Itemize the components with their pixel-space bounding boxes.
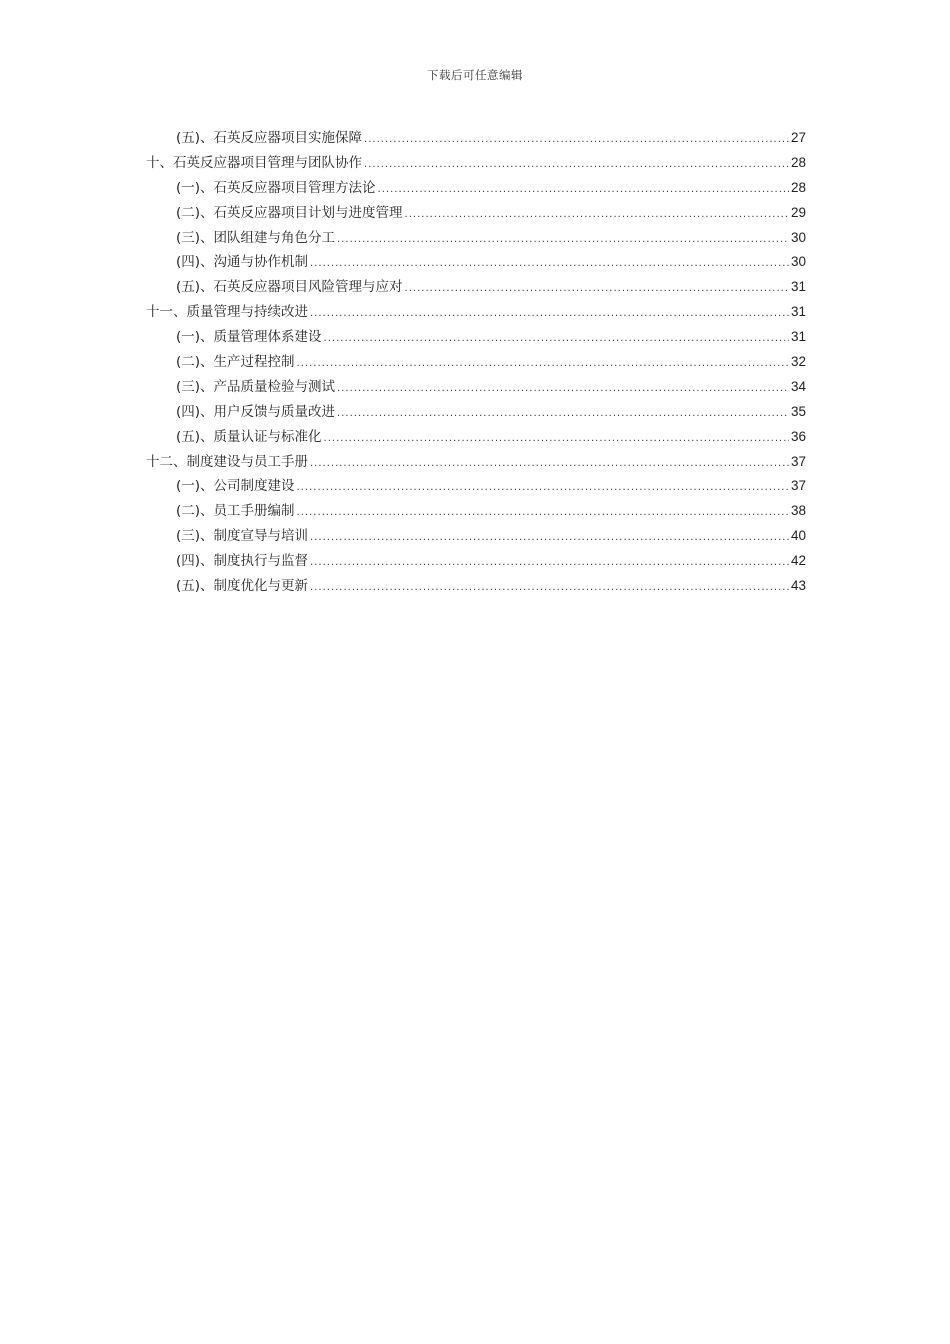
- toc-entry-title: (四)、用户反馈与质量改进: [176, 403, 336, 420]
- toc-entry-page: 38: [790, 503, 806, 519]
- toc-entry[interactable]: [146, 400, 806, 425]
- toc-entry[interactable]: [146, 450, 806, 475]
- table-of-contents: [146, 126, 806, 599]
- toc-entry-page: 37: [790, 453, 806, 469]
- toc-entry-title: 十一、质量管理与持续改进: [146, 304, 308, 321]
- toc-entry-title: (三)、产品质量检验与测试: [176, 378, 336, 395]
- toc-leader-dots: [337, 228, 789, 253]
- toc-entry[interactable]: [146, 325, 806, 350]
- toc-entry[interactable]: [146, 250, 806, 275]
- toc-entry-title: (五)、石英反应器项目实施保障: [176, 130, 363, 146]
- toc-entry[interactable]: [146, 425, 806, 450]
- toc-entry-page: 27: [790, 130, 806, 145]
- toc-entry-page: 34: [790, 378, 806, 394]
- toc-leader-dots: [364, 153, 789, 178]
- toc-entry-page: 43: [790, 578, 806, 594]
- toc-leader-dots: [324, 327, 789, 352]
- toc-leader-dots: [310, 302, 789, 327]
- toc-entry[interactable]: [146, 574, 806, 599]
- toc-entry-page: 42: [790, 553, 806, 569]
- toc-entry-title: (四)、制度执行与监督: [176, 553, 309, 570]
- toc-entry[interactable]: [146, 126, 806, 151]
- toc-leader-dots: [337, 402, 789, 427]
- toc-entry-page: 31: [790, 279, 806, 295]
- toc-entry-title: (三)、制度宣导与培训: [176, 528, 309, 545]
- toc-leader-dots: [324, 427, 789, 452]
- toc-entry-page: 36: [790, 428, 806, 444]
- toc-entry-title: 十二、制度建设与员工手册: [146, 453, 308, 470]
- toc-leader-dots: [310, 252, 789, 277]
- toc-entry-title: (三)、团队组建与角色分工: [176, 229, 336, 246]
- toc-entry[interactable]: [146, 275, 806, 300]
- toc-entry[interactable]: [146, 151, 806, 176]
- toc-entry-title: (一)、石英反应器项目管理方法论: [176, 179, 376, 196]
- toc-leader-dots: [310, 526, 789, 551]
- toc-entry-page: 35: [790, 403, 806, 419]
- toc-leader-dots: [310, 551, 789, 576]
- toc-entry-title: (二)、生产过程控制: [176, 354, 295, 371]
- toc-entry-title: (五)、制度优化与更新: [176, 578, 309, 595]
- toc-leader-dots: [337, 377, 789, 402]
- toc-leader-dots: [378, 178, 789, 203]
- toc-entry[interactable]: [146, 350, 806, 375]
- toc-entry[interactable]: [146, 375, 806, 400]
- toc-entry-page: 28: [790, 179, 806, 195]
- toc-entry-page: 30: [790, 254, 806, 270]
- toc-entry[interactable]: [146, 499, 806, 524]
- toc-leader-dots: [310, 576, 789, 601]
- toc-entry-title: (二)、石英反应器项目计划与进度管理: [176, 204, 403, 221]
- toc-entry[interactable]: [146, 201, 806, 226]
- toc-entry-page: 30: [790, 229, 806, 245]
- toc-entry-title: 十、石英反应器项目管理与团队协作: [146, 154, 362, 171]
- toc-entry-page: 31: [790, 329, 806, 345]
- toc-entry-page: 37: [790, 478, 806, 494]
- toc-leader-dots: [297, 352, 789, 377]
- toc-leader-dots: [405, 203, 789, 228]
- toc-entry[interactable]: [146, 549, 806, 574]
- toc-entry-title: (五)、质量认证与标准化: [176, 428, 322, 445]
- toc-leader-dots: [310, 452, 789, 477]
- toc-entry-title: (二)、员工手册编制: [176, 503, 295, 520]
- toc-entry-title: (四)、沟通与协作机制: [176, 254, 309, 271]
- toc-entry[interactable]: [146, 474, 806, 499]
- toc-entry-title: (一)、质量管理体系建设: [176, 329, 322, 346]
- toc-entry[interactable]: [146, 300, 806, 325]
- toc-leader-dots: [364, 128, 789, 153]
- toc-entry-page: 32: [790, 354, 806, 370]
- toc-entry-page: 40: [790, 528, 806, 544]
- toc-entry[interactable]: [146, 524, 806, 549]
- toc-entry-page: 28: [790, 154, 806, 170]
- toc-entry[interactable]: [146, 176, 806, 201]
- toc-entry-page: 31: [790, 304, 806, 320]
- toc-entry-page: 29: [790, 204, 806, 220]
- toc-leader-dots: [297, 476, 789, 501]
- page-header: 下载后可任意编辑: [427, 68, 523, 82]
- toc-entry-title: (一)、公司制度建设: [176, 478, 295, 495]
- toc-entry-title: (五)、石英反应器项目风险管理与应对: [176, 279, 403, 296]
- toc-entry[interactable]: [146, 226, 806, 251]
- toc-leader-dots: [297, 501, 789, 526]
- toc-leader-dots: [405, 277, 789, 302]
